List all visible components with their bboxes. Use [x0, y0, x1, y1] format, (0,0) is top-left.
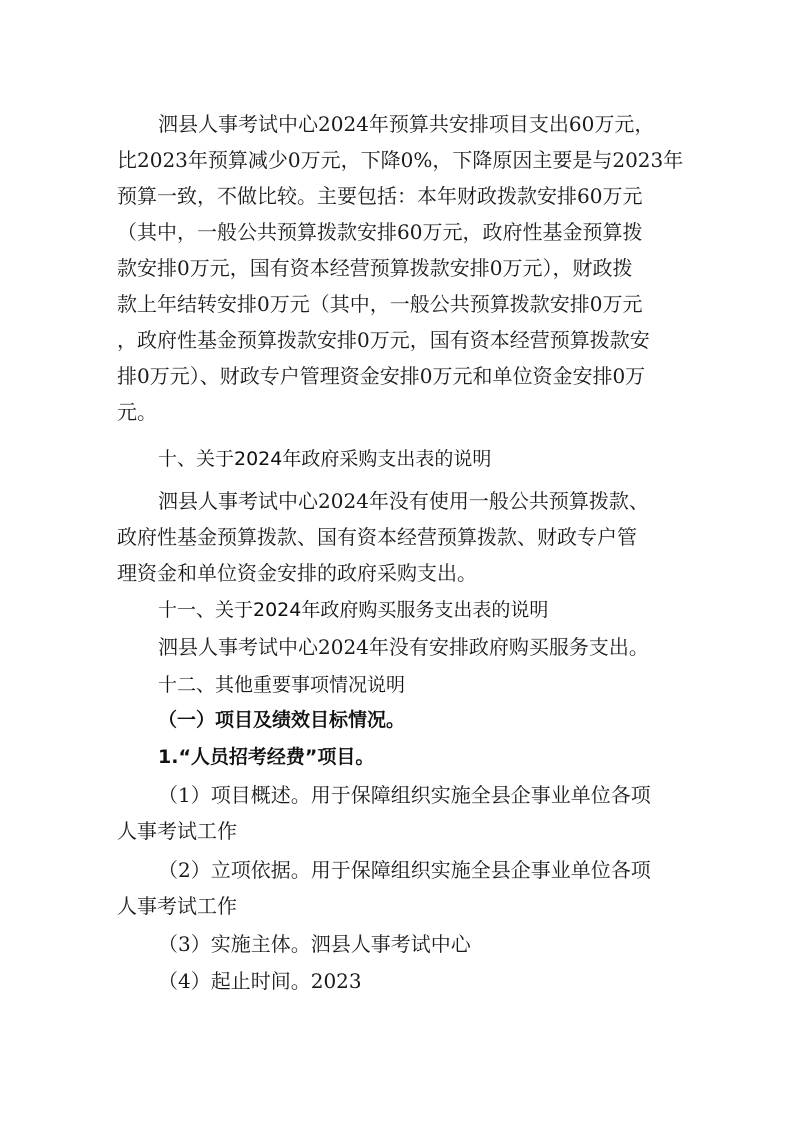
- budget-paragraph-line: 预算一致，不做比较。主要包括：本年财政拨款安排60万元: [117, 184, 643, 208]
- budget-paragraph-line: 款安排0万元，国有资本经营预算拨款安排0万元），财政拨: [117, 256, 633, 280]
- section-10-paragraph-line: 理资金和单位资金安排的政府采购支出。: [117, 561, 477, 585]
- project-title: 1.“人员招考经费”项目。: [158, 746, 375, 768]
- budget-paragraph-line: 泗县人事考试中心2024年预算共安排项目支出60万元，: [158, 112, 655, 136]
- section-11-heading: 十一、关于2024年政府购买服务支出表的说明: [158, 599, 549, 621]
- item-1-line: （1）项目概述。用于保障组织实施全县企事业单位各项: [158, 783, 651, 807]
- item-3-line: （3）实施主体。泗县人事考试中心: [158, 932, 471, 956]
- section-10-paragraph-line: 政府性基金预算拨款、国有资本经营预算拨款、财政专户管: [117, 525, 637, 549]
- section-10-heading: 十、关于2024年政府采购支出表的说明: [158, 448, 492, 470]
- item-4-line: （4）起止时间。2023: [158, 969, 362, 993]
- budget-paragraph-line: ，政府性基金预算拨款安排0万元，国有资本经营预算拨款安: [117, 328, 650, 352]
- section-12-heading: 十二、其他重要事项情况说明: [158, 674, 406, 696]
- item-2-line: （2）立项依据。用于保障组织实施全县企事业单位各项: [158, 858, 651, 882]
- budget-paragraph-line: 款上年结转安排0万元（其中，一般公共预算拨款安排0万元: [117, 292, 643, 316]
- budget-paragraph-line: （其中，一般公共预算拨款安排60万元，政府性基金预算拨: [117, 220, 643, 244]
- budget-paragraph-line: 比2023年预算减少0万元，下降0%，下降原因主要是与2023年: [117, 148, 684, 172]
- item-1-line: 人事考试工作: [117, 819, 237, 843]
- section-11-paragraph-line: 泗县人事考试中心2024年没有安排政府购买服务支出。: [158, 635, 649, 659]
- section-10-paragraph-line: 泗县人事考试中心2024年没有使用一般公共预算拨款、: [158, 489, 649, 513]
- item-2-line: 人事考试工作: [117, 894, 237, 918]
- budget-paragraph-line: 元。: [117, 400, 157, 424]
- section-12-subheading: （一）项目及绩效目标情况。: [158, 709, 406, 731]
- budget-paragraph-line: 排0万元）、财政专户管理资金安排0万元和单位资金安排0万: [117, 364, 646, 388]
